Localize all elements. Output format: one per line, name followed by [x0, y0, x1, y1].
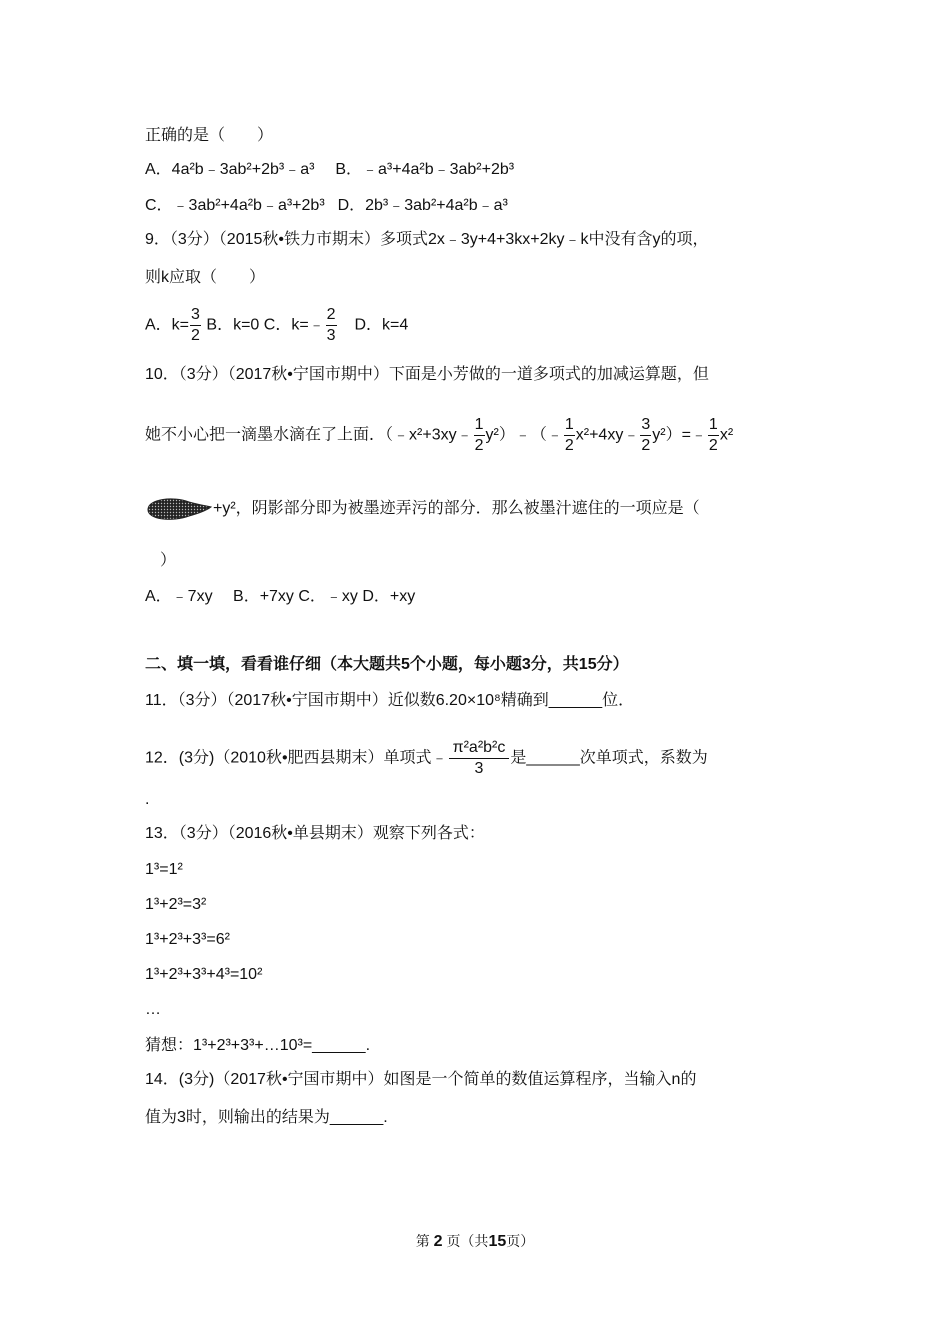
q10-text: 她不小心把一滴墨水滴在了上面． — [145, 426, 386, 444]
q8-stem: 正确的是（ ） — [145, 127, 274, 144]
q13-line-5: … — [145, 1001, 161, 1018]
q8-option-c: C．﹣3ab²+4a²b﹣a³+2b³ — [145, 197, 325, 214]
q9-options — [145, 305, 408, 346]
q13-line-3: 1³+2³+3³=6² — [145, 931, 230, 948]
q9-option-b: B．k=0 — [206, 316, 260, 334]
q10-stem-line2 — [145, 415, 733, 456]
section-title: 二、填一填，看看谁仔细（本大题共5个小题，每小题3分，共15分） — [145, 656, 629, 673]
fraction-denominator: 3 — [326, 327, 336, 344]
fraction-numerator: 1 — [708, 415, 719, 436]
q9-option-c-prefix: C．k=﹣ — [263, 316, 325, 334]
q12-suffix: 是______次单项式，系数为 — [510, 749, 708, 767]
footer-prefix: 第 — [415, 1233, 430, 1249]
q12-line1 — [145, 738, 708, 779]
fraction-denominator: 2 — [474, 437, 484, 454]
q10-stem-line4: ） — [160, 552, 177, 569]
q12-prefix: 12．(3分)（2010秋•肥西县期末）单项式﹣ — [145, 749, 448, 767]
q10-fraction-4 — [708, 415, 719, 456]
q9-option-c-fraction — [326, 305, 337, 346]
q13-line-4: 1³+2³+3³+4³=10² — [145, 966, 263, 983]
q10-eq-c: x²+4xy﹣ — [575, 426, 640, 444]
q8-option-b: B．﹣a³+4a²b﹣3ab²+2b³ — [335, 161, 515, 178]
q10-stem-line1: 10．（3分）（2017秋•宁国市期中）下面是小芳做的一道多项式的加减运算题，但 — [145, 366, 709, 383]
ink-blot-icon — [145, 496, 213, 522]
footer-total-pages: 15 — [488, 1233, 507, 1250]
q8-option-d: D．2b³﹣3ab²+4a²b﹣a³ — [337, 197, 508, 214]
q14-line2: 值为3时，则输出的结果为______. — [145, 1109, 388, 1126]
q10-fraction-2 — [564, 415, 575, 456]
q9-stem-line1: 9．（3分）（2015秋•铁力市期末）多项式2x﹣3y+4+3kx+2ky﹣k中没有含y的项， — [145, 231, 709, 248]
fraction-numerator: 3 — [640, 415, 651, 436]
q9-option-a-fraction — [190, 305, 201, 346]
fraction-denominator: 3 — [474, 760, 484, 777]
footer-middle: 页（共 — [446, 1233, 489, 1249]
footer-page-number: 2 — [433, 1233, 443, 1250]
q10-stem-line3 — [145, 496, 700, 522]
q8-option-a: A．4a²b﹣3ab²+2b³﹣a³ — [145, 161, 315, 178]
q10-fraction-1 — [474, 415, 485, 456]
q10-text-after-blot: +y²，阴影部分即为被墨迹弄污的部分．那么被墨汁遮住的一项应是（ — [213, 500, 700, 518]
q10-eq-a: （﹣x²+3xy﹣ — [385, 426, 473, 444]
fraction-numerator: 1 — [474, 415, 485, 436]
q9-stem-line2: 则k应取（ ） — [145, 269, 266, 286]
fraction-numerator: 2 — [326, 305, 337, 326]
q13-guess: 猜想：1³+2³+3³+…10³=______. — [145, 1037, 371, 1054]
fraction-denominator: 2 — [708, 437, 718, 454]
fraction-denominator: 2 — [641, 437, 651, 454]
q12-line2: . — [145, 791, 150, 808]
q10-options: A．﹣7xy B．+7xy C．﹣xy D．+xy — [145, 588, 416, 605]
q11-text: 11．（3分）（2017秋•宁国市期中）近似数6.20×10⁸精确到______位． — [145, 692, 635, 709]
fraction-numerator: 3 — [190, 305, 201, 326]
fraction-numerator: 1 — [564, 415, 575, 436]
q12-fraction — [449, 738, 510, 779]
q13-line-2: 1³+2³=3² — [145, 896, 207, 913]
q10-eq-d: y²）=﹣ — [652, 426, 707, 444]
fraction-denominator: 2 — [191, 327, 200, 344]
fraction-numerator: π²a²b²c — [449, 738, 510, 759]
q10-eq-e: x² — [719, 426, 734, 444]
page-footer — [0, 1231, 950, 1251]
q10-fraction-3 — [640, 415, 651, 456]
q8-options-row1 — [145, 160, 514, 180]
q13-stem: 13．（3分）（2016秋•单县期末）观察下列各式： — [145, 825, 485, 842]
q13-line-1: 1³=1² — [145, 861, 183, 878]
fraction-denominator: 2 — [564, 437, 574, 454]
q8-options-row2 — [145, 196, 508, 216]
q10-eq-b: y²）﹣（﹣ — [485, 426, 563, 444]
q14-line1: 14．(3分)（2017秋•宁国市期中）如图是一个简单的数值运算程序，当输入n的 — [145, 1071, 697, 1088]
q9-option-d: D．k=4 — [354, 316, 409, 334]
footer-suffix: 页） — [506, 1233, 535, 1249]
q9-option-a-prefix: A．k= — [145, 316, 190, 334]
